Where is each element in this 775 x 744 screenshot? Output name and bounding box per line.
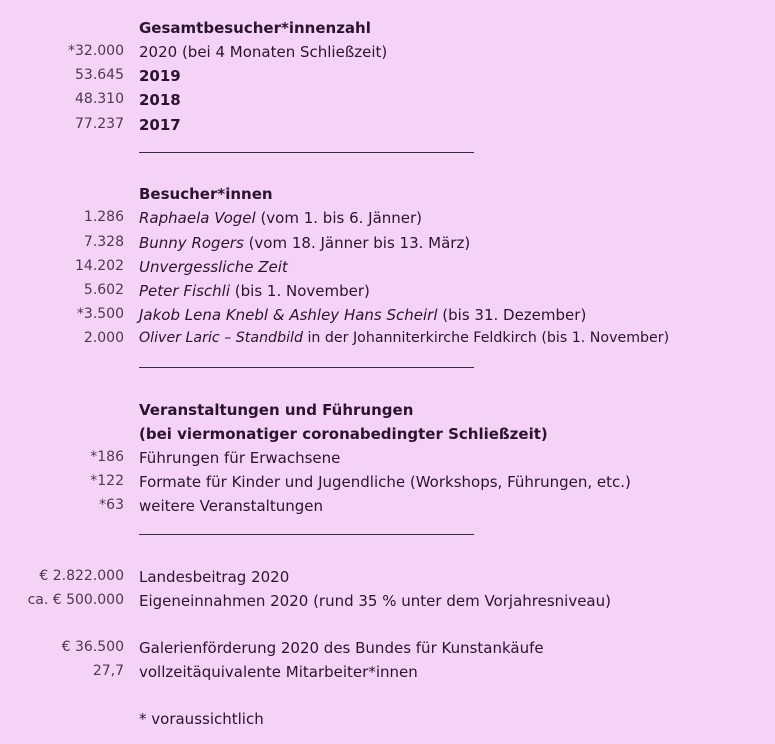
exhibition-period: (vom 18. Jänner bis 13. März) xyxy=(243,234,471,252)
row-value: *122 xyxy=(90,473,124,489)
table-row xyxy=(0,234,775,256)
row-label: Galerienförderung 2020 des Bundes für Kunstankäufe xyxy=(139,639,544,657)
row-label: Landesbeitrag 2020 xyxy=(139,568,290,586)
row-value: *186 xyxy=(90,449,124,465)
divider xyxy=(139,367,474,368)
row-value: € 2.822.000 xyxy=(39,568,124,584)
row-label xyxy=(139,258,288,276)
row-label: Formate für Kinder und Jugendliche (Workshops, Führungen, etc.) xyxy=(139,473,631,491)
table-row xyxy=(0,663,775,685)
table-row xyxy=(0,91,775,113)
row-value: 77.237 xyxy=(75,116,124,132)
row-value: € 36.500 xyxy=(61,639,124,655)
table-row xyxy=(0,497,775,519)
row-label xyxy=(139,234,470,252)
row-value: 27,7 xyxy=(92,663,124,679)
row-label xyxy=(139,209,422,227)
row-value: 7.328 xyxy=(83,234,124,250)
row-label: vollzeitäquivalente Mitarbeiter*innen xyxy=(139,663,418,681)
table-row xyxy=(0,592,775,614)
table-row xyxy=(0,330,775,352)
divider xyxy=(139,152,474,153)
section-title-besucher: Besucher*innen xyxy=(139,185,273,203)
table-row xyxy=(0,639,775,661)
exhibition-name: Peter Fischli xyxy=(139,282,231,300)
row-label: 2020 (bei 4 Monaten Schließzeit) xyxy=(139,43,388,61)
row-label: 2019 xyxy=(139,67,181,85)
exhibition-name: Unvergessliche Zeit xyxy=(139,258,288,276)
table-row xyxy=(0,449,775,471)
table-row xyxy=(0,116,775,138)
table-row xyxy=(0,473,775,495)
exhibition-name: Oliver Laric – Standbild xyxy=(139,330,303,346)
exhibition-period: (bis 31. Dezember) xyxy=(437,306,587,324)
row-label: Führungen für Erwachsene xyxy=(139,449,341,467)
row-value: 1.286 xyxy=(83,209,124,225)
table-row xyxy=(0,258,775,280)
divider xyxy=(139,534,474,535)
row-value: 14.202 xyxy=(75,258,124,274)
table-row xyxy=(0,568,775,590)
row-label: Eigeneinnahmen 2020 (rund 35 % unter dem Vorjahresniveau) xyxy=(139,592,611,610)
exhibition-name: Bunny Rogers xyxy=(139,234,244,252)
section-subtitle-veranstaltungen: (bei viermonatiger coronabedingter Schließzeit) xyxy=(139,425,548,443)
row-label xyxy=(139,330,669,346)
row-label: weitere Veranstaltungen xyxy=(139,497,324,515)
row-value: *32.000 xyxy=(68,43,124,59)
exhibition-period: (vom 1. bis 6. Jänner) xyxy=(255,209,423,227)
row-value: *63 xyxy=(99,497,124,513)
table-row xyxy=(0,67,775,89)
row-label: 2018 xyxy=(139,91,181,109)
row-value: ca. € 500.000 xyxy=(27,592,124,608)
row-value: 5.602 xyxy=(83,282,124,298)
footnote: * voraussichtlich xyxy=(139,710,264,728)
exhibition-period: in der Johanniterkirche Feldkirch (bis 1. November) xyxy=(302,330,670,346)
table-row xyxy=(0,306,775,328)
row-value: *3.500 xyxy=(76,306,124,322)
exhibition-name: Raphaela Vogel xyxy=(139,209,256,227)
section-title-veranstaltungen: Veranstaltungen und Führungen xyxy=(139,401,414,419)
exhibition-period: (bis 1. November) xyxy=(230,282,370,300)
row-value: 48.310 xyxy=(75,91,124,107)
table-row xyxy=(0,43,775,65)
exhibition-name: Jakob Lena Knebl & Ashley Hans Scheirl xyxy=(139,306,438,324)
row-value: 53.645 xyxy=(75,67,124,83)
row-label xyxy=(139,282,370,300)
table-row xyxy=(0,282,775,304)
row-label: 2017 xyxy=(139,116,181,134)
section-title-gesamtbesucher: Gesamtbesucher*innenzahl xyxy=(139,19,371,37)
table-row xyxy=(0,209,775,231)
row-label xyxy=(139,306,586,324)
row-value: 2.000 xyxy=(83,330,124,346)
